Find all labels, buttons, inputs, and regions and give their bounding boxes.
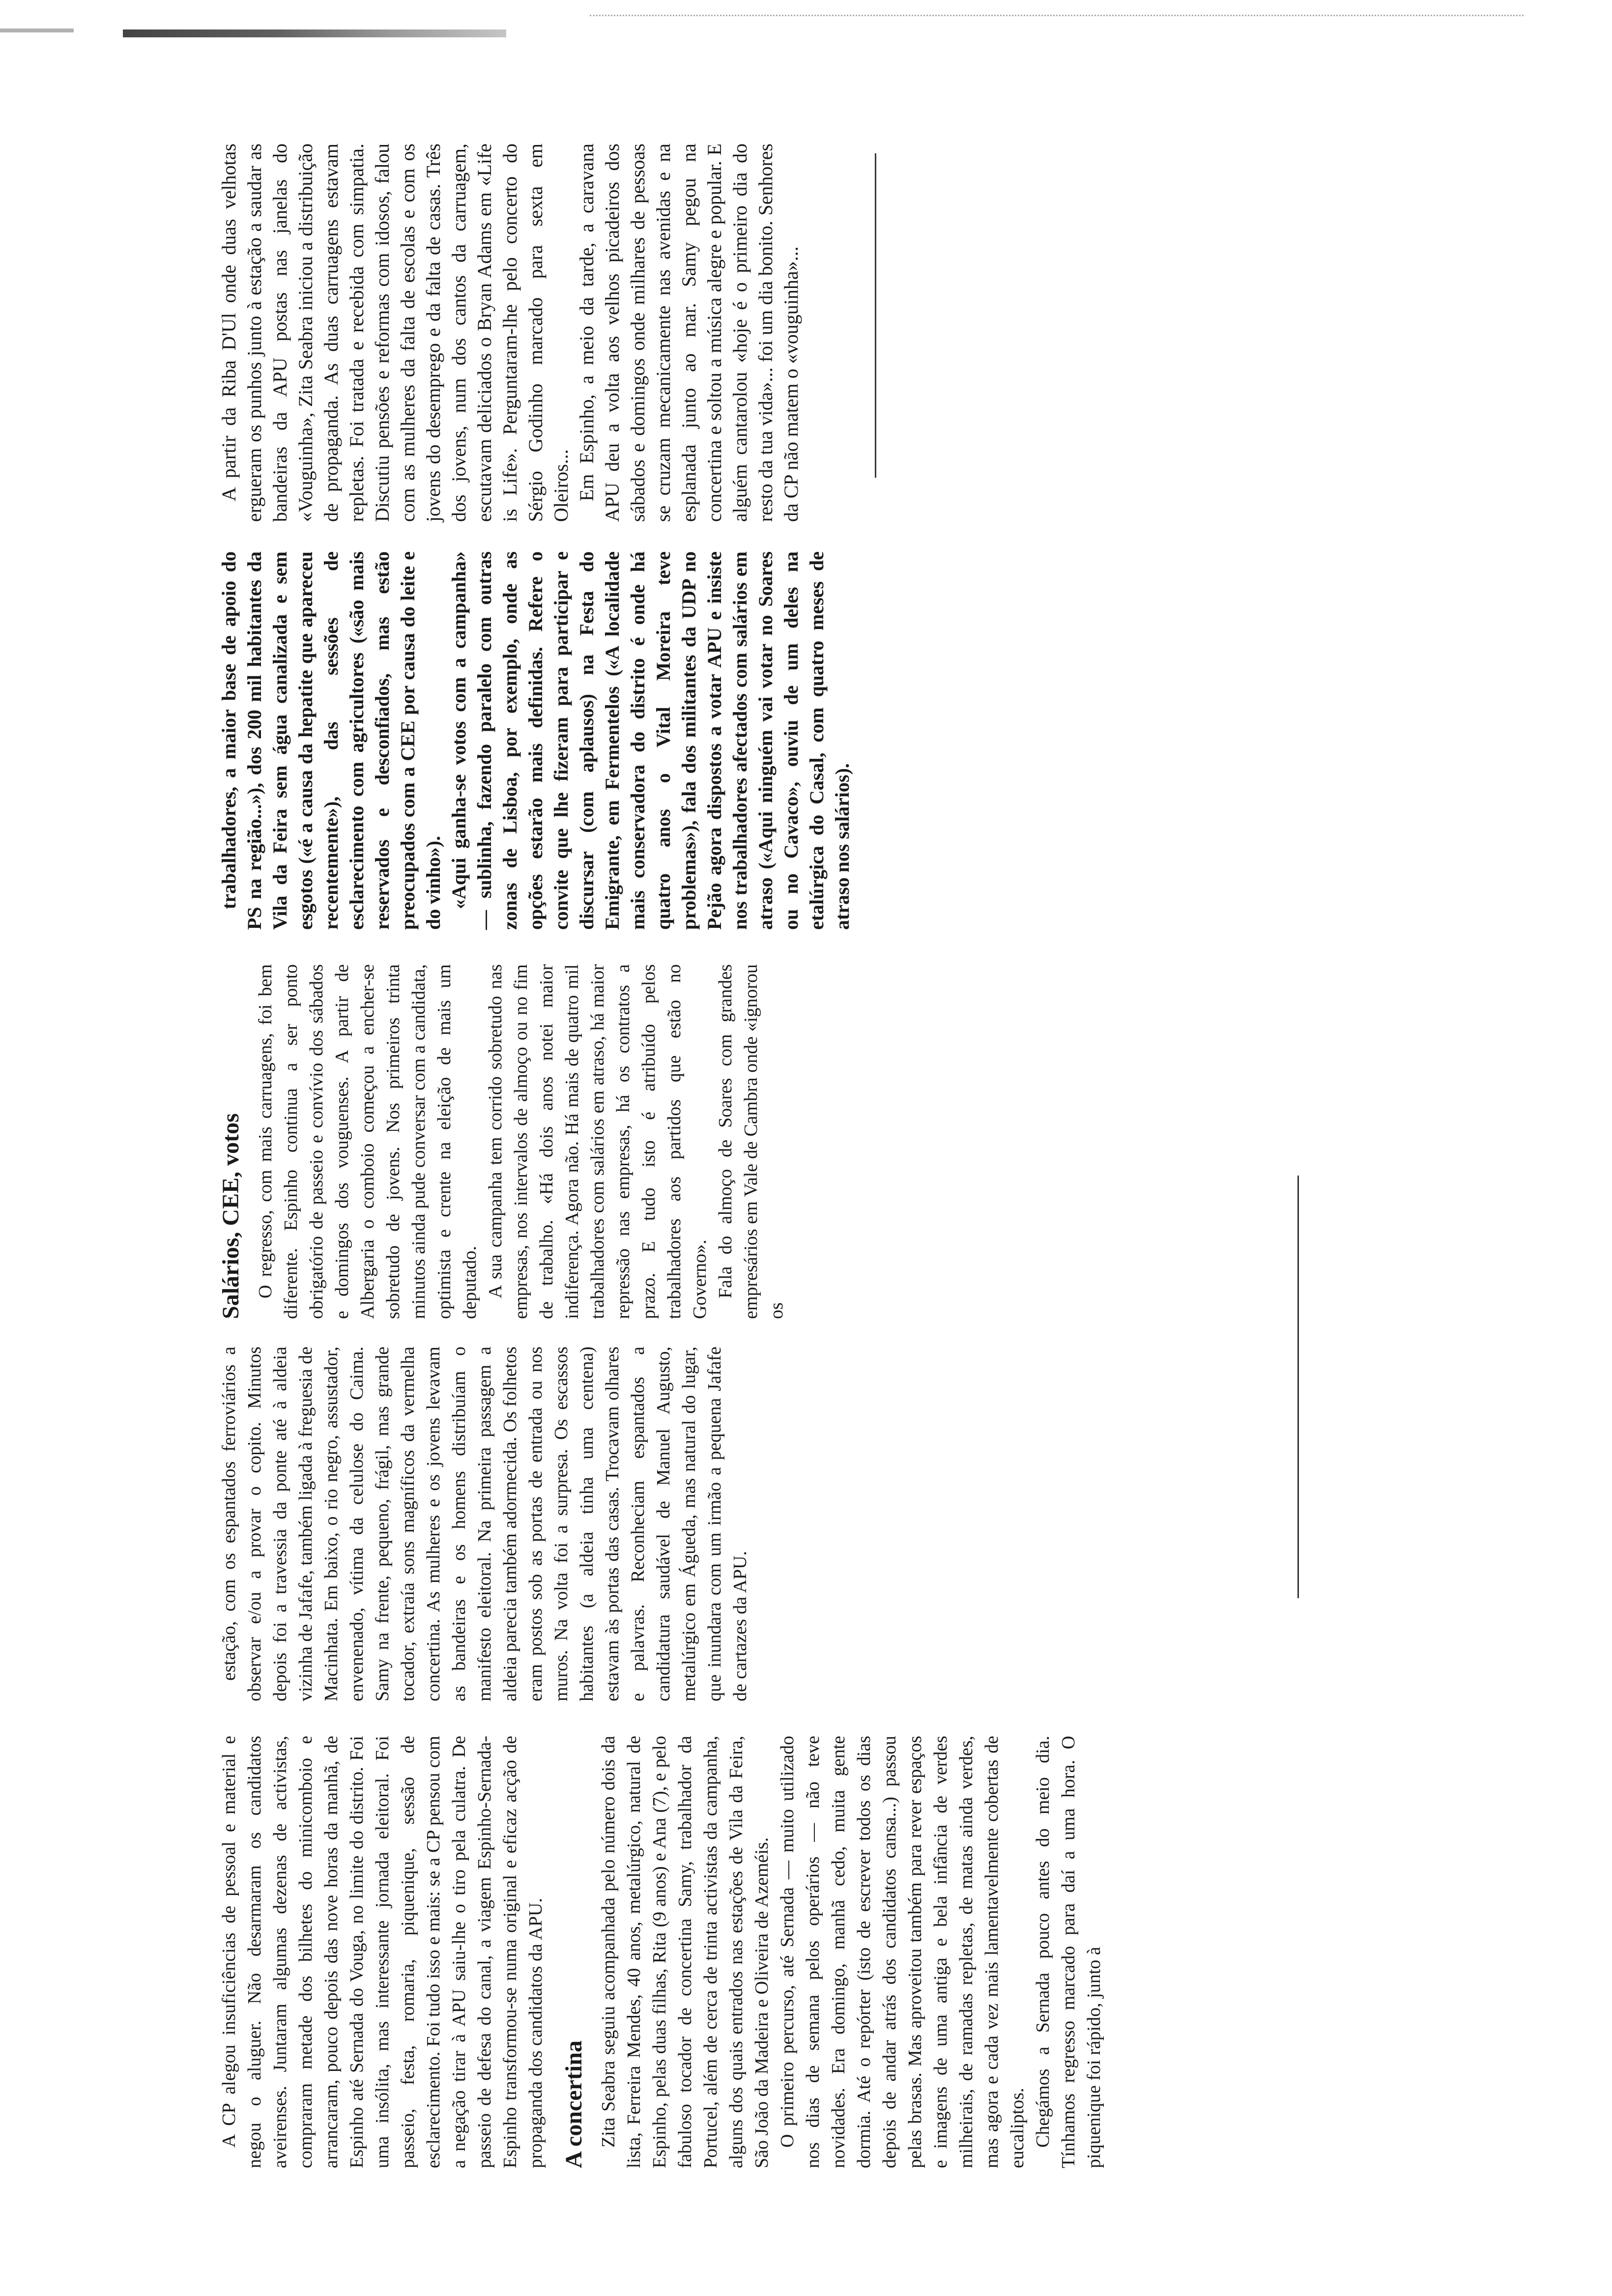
newspaper-article	[216, 129, 1455, 2168]
paragraph: Fala do almoço de Soares com grandes empresários em Vale de Cambra onde «ignorou os	[715, 964, 787, 1319]
subheading-concertina: A concertina	[561, 2040, 587, 2168]
paragraph: A partir da Riba D'Ul onde duas velhotas ergueram os punhos junto à estação a saudar as bandeiras da APU postas nas janelas do «Vouguinha», Zita Seabra iniciou a distribuição de propaganda. As duas carruagens estavam repletas. Foi tratada e recebida com simpatia. Discutiu pensões e reformas com idosos, falou com as mulheres da falta de escolas e com os jovens do desemprego e da falta de casas. Três dos jovens, num dos cantos da carruagem, escutavam deliciados o Bryan Adams em «Life is Life». Perguntaram-lhe pelo concerto do Sérgio Godinho marcado para sexta em Oleiros...	[218, 144, 572, 522]
column-2	[216, 964, 789, 1701]
paragraph: O primeiro percurso, até Sernada — muito utilizado nos dias de semana pelos operários — não teve novidades. Era domingo, manhã cedo, muita gente dormia. Até o repórter (isto de escrever todos os dias depois de andar atrás dos candidatos cansa...) passou pelas brasas. Mas aproveitou também para rever espaços e imagens de uma antiga e bela infância de verdes milheirais, de ramadas repletas, de matas ainda verdes, mas agora e cada vez mais lamentavelmente cobertas de eucaliptos.	[777, 1736, 1028, 2168]
paragraph: «Aqui ganha-se votos com a campanha» — sublinha, fazendo paralelo com outras zonas de Lisboa, por exemplo, onde as opções estarão mais definidas. Refere o convite que lhe fizeram para participar e discursar (com aplausos) na Festa do Emigrante, em Fermentelos («A localidade mais conservadora do distrito é onde há quatro anos o Vital Moreira teve problemas»), fala dos militantes da UDP no Pejão agora dispostos a votar APU e insiste nos trabalhadores afectados com salários em atraso («Aqui ninguém vai votar no Soares ou no Cavaco», ouviu de um deles na etalúrgica do Casal, com quatro meses de atraso nos salários).	[448, 551, 853, 930]
paragraph: O regresso, com mais carruagens, foi bem diferente. Espinho continua a ser ponto obrigatório de passeio e convívio dos sábados e domingos dos vouguenses. A partir de Albergaria o comboio começou a encher-se sobretudo de jovens. Nos primeiros trinta minutos ainda pude conversar com a candidata, optimista e crente na eleição de mais um deputado.	[255, 964, 480, 1319]
subheading-salarios: Salários, CEE, votos	[218, 1113, 244, 1319]
column-end-rule	[1297, 1176, 1299, 1598]
column-3	[216, 144, 1455, 930]
paragraph: trabalhadores, a maior base de apoio do PS na região...»), dos 200 mil habitantes da Vila da Feira sem água canalizada e sem esgotos («é a causa da hepatite que apareceu recentemente»), das sessões de esclarecimento com agricultores («são mais reservados e desconfiados, mas estão preocupados com a CEE por causa do leite e do vinho»).	[218, 551, 444, 930]
paragraph: A sua campanha tem corrido sobretudo nas empresas, nos intervalos de almoço ou no fim de trabalho. «Há dois anos notei maior indiferença. Agora não. Há mais de quatro mil trabalhadores com salários em atraso, há maior repressão nas empresas, há os contratos a prazo. E tudo isto é atribuído pelos trabalhadores aos partidos que estão no Governo».	[485, 964, 710, 1319]
article-end-rule	[875, 153, 876, 478]
paragraph: Em Espinho, a meio da tarde, a caravana APU deu a volta aos velhos picadeiros dos sábados e domingos onde milhares de pessoas se cruzam mecanicamente nas avenidas e na esplanada junto ao mar. Samy pegou na concertina e soltou a música alegre e popular. E alguém cantarolou «hoje é o primeiro dia do resto da tua vida»... foi um dia bonito. Senhores da CP não matem o «vouguinha»...	[576, 144, 802, 522]
paragraph: estação, com os espantados ferroviários a observar e/ou a provar o copito. Minutos depois foi a travessia da ponte até à aldeia vizinha de Jafafe, também ligada à freguesia de Macinhata. Em baixo, o rio negro, assustador, envenenado, vítima da celulose do Caima. Samy na frente, pequeno, frágil, mas grande tocador, extraía sons magníficos da vermelha concertina. As mulheres e os jovens levavam as bandeiras e os homens distribuíam o manifesto eleitoral. Na primeira passagem a aldeia parecia também adormecida. Os folhetos eram postos sob as portas de entrada ou nos muros. Na volta foi a surpresa. Os escassos habitantes (a aldeia tinha uma centena) estavam às portas das casas. Trocavam olhares e palavras. Reconheciam espantados a candidatura saudável de Manuel Augusto, metalúrgico em Águeda, mas natural do lugar, que inundara com um irmão a pequena Jafafe de cartazes da APU.	[219, 1347, 750, 1701]
paragraph: Chegámos a Sernada pouco antes do meio dia. Tínhamos regresso marcado para daí a uma hora. O piquenique foi rápido, junto à	[1033, 1736, 1104, 2168]
paragraph: Zita Seabra seguiu acompanhada pelo número dois da lista, Ferreira Mendes, 40 anos, metalúrgico, natural de Espinho, pelas duas filhas, Rita (9 anos) e Ana (7), e pelo fabuloso tocador de concertina Samy, trabalhador da Portucel, além de cerca de trinta activistas da campanha, alguns dos quais entrados nas estações de Vila da Feira, São João da Madeira e Oliveira de Azeméis.	[598, 1736, 772, 2168]
paragraph: A CP alegou insuficiências de pessoal e material e negou o aluguer. Não desarmaram os candidatos aveirenses. Juntaram algumas dezenas de activistas, compraram metade dos bilhetes do minicomboio e arrancaram, pouco depois das nove horas da manhã, de Espinho até Sernada do Vouga, no limite do distrito. Foi uma insólita, mas interessante jornada eleitoral. Foi passeio, festa, romaria, piquenique, sessão de esclarecimento. Foi tudo isso e mais: se a CP pensou com a negação tirar à APU saiu-lhe o tiro pela culatra. De passeio de defesa do canal, a viagem Espinho-Sernada-Espinho transformou-se numa original e eficaz acção de propaganda dos candidatos da APU.	[219, 1736, 546, 2168]
column-1	[216, 1736, 1455, 2168]
